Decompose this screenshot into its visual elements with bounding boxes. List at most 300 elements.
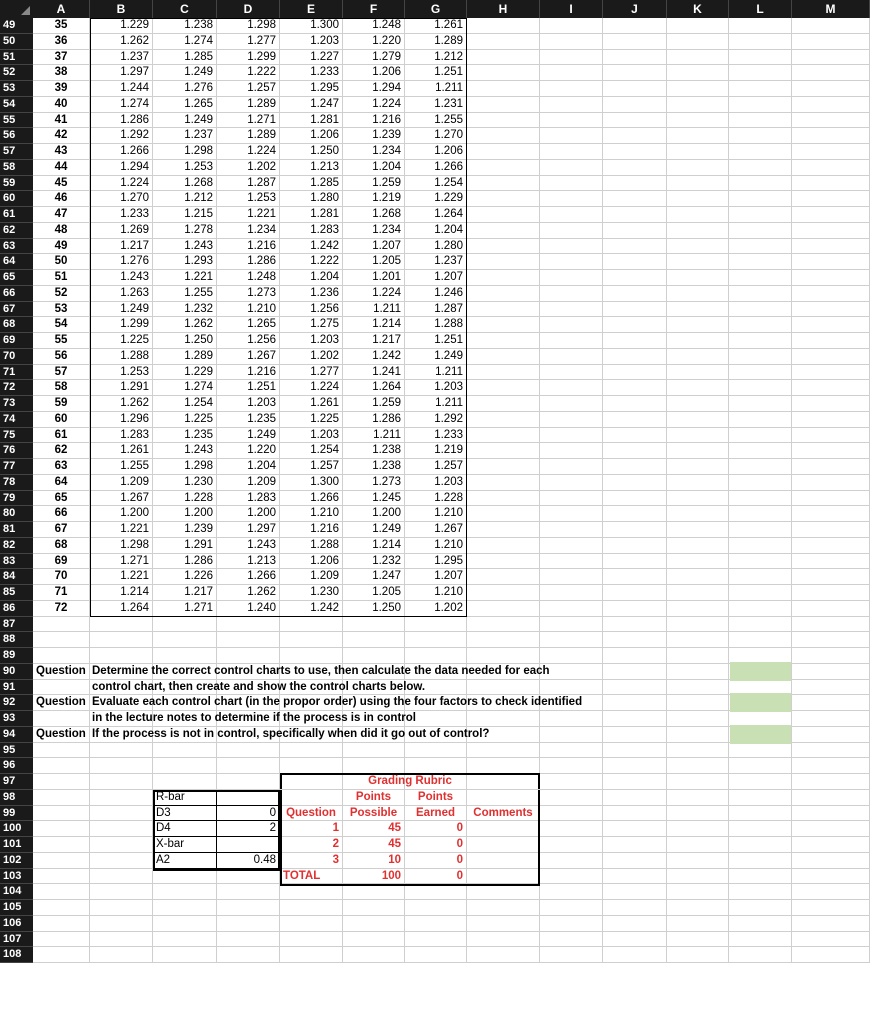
grid-cell[interactable] bbox=[540, 333, 603, 349]
measurement-cell[interactable]: 1.274 bbox=[153, 34, 217, 50]
grid-cell[interactable] bbox=[467, 522, 540, 538]
grid-cell[interactable] bbox=[792, 270, 870, 286]
grid-cell[interactable] bbox=[467, 333, 540, 349]
grid-cell[interactable] bbox=[603, 680, 667, 696]
grid-cell[interactable] bbox=[667, 365, 729, 381]
sample-number-cell[interactable]: 47 bbox=[33, 207, 90, 223]
sample-number-cell[interactable]: 51 bbox=[33, 270, 90, 286]
measurement-cell[interactable]: 1.214 bbox=[343, 317, 405, 333]
row-header-86[interactable]: 86 bbox=[0, 601, 33, 617]
sample-number-cell[interactable]: 72 bbox=[33, 601, 90, 617]
measurement-cell[interactable]: 1.247 bbox=[280, 97, 343, 113]
grid-cell[interactable] bbox=[343, 947, 405, 963]
measurement-cell[interactable]: 1.247 bbox=[343, 569, 405, 585]
grid-cell[interactable] bbox=[667, 176, 729, 192]
grid-cell[interactable] bbox=[729, 239, 792, 255]
measurement-cell[interactable]: 1.292 bbox=[90, 128, 153, 144]
grid-cell[interactable] bbox=[667, 932, 729, 948]
grid-cell[interactable] bbox=[467, 65, 540, 81]
grid-cell[interactable] bbox=[667, 821, 729, 837]
sample-number-cell[interactable]: 46 bbox=[33, 191, 90, 207]
measurement-cell[interactable]: 1.233 bbox=[90, 207, 153, 223]
grid-cell[interactable] bbox=[90, 617, 153, 633]
measurement-cell[interactable]: 1.274 bbox=[90, 97, 153, 113]
measurement-cell[interactable]: 1.211 bbox=[405, 396, 467, 412]
rubric-points-possible[interactable]: 45 bbox=[343, 821, 405, 837]
grid-cell[interactable] bbox=[667, 286, 729, 302]
grid-cell[interactable] bbox=[792, 585, 870, 601]
grid-cell[interactable] bbox=[217, 758, 280, 774]
measurement-cell[interactable]: 1.264 bbox=[343, 380, 405, 396]
measurement-cell[interactable]: 1.212 bbox=[153, 191, 217, 207]
grid-cell[interactable] bbox=[603, 270, 667, 286]
sample-number-cell[interactable]: 54 bbox=[33, 317, 90, 333]
grid-cell[interactable] bbox=[90, 758, 153, 774]
row-header-51[interactable]: 51 bbox=[0, 50, 33, 66]
measurement-cell[interactable]: 1.253 bbox=[153, 160, 217, 176]
grid-cell[interactable] bbox=[280, 916, 343, 932]
grid-cell[interactable] bbox=[467, 396, 540, 412]
sample-number-cell[interactable]: 59 bbox=[33, 396, 90, 412]
measurement-cell[interactable]: 1.237 bbox=[405, 254, 467, 270]
grid-cell[interactable] bbox=[603, 286, 667, 302]
measurement-cell[interactable]: 1.237 bbox=[153, 128, 217, 144]
measurement-cell[interactable]: 1.288 bbox=[405, 317, 467, 333]
grid-cell[interactable] bbox=[729, 81, 792, 97]
grid-cell[interactable] bbox=[405, 648, 467, 664]
grid-cell[interactable] bbox=[603, 727, 667, 743]
grid-cell[interactable] bbox=[603, 932, 667, 948]
column-header-h[interactable]: H bbox=[467, 0, 540, 18]
sample-number-cell[interactable]: 43 bbox=[33, 144, 90, 160]
measurement-cell[interactable]: 1.295 bbox=[405, 554, 467, 570]
row-header-90[interactable]: 90 bbox=[0, 664, 33, 680]
grid-cell[interactable] bbox=[153, 648, 217, 664]
grid-cell[interactable] bbox=[792, 869, 870, 885]
grid-cell[interactable] bbox=[343, 743, 405, 759]
grid-cell[interactable] bbox=[603, 711, 667, 727]
measurement-cell[interactable]: 1.204 bbox=[217, 459, 280, 475]
grid-cell[interactable] bbox=[540, 34, 603, 50]
measurement-cell[interactable]: 1.203 bbox=[280, 34, 343, 50]
grid-cell[interactable] bbox=[33, 884, 90, 900]
measurement-cell[interactable]: 1.264 bbox=[90, 601, 153, 617]
measurement-cell[interactable]: 1.213 bbox=[280, 160, 343, 176]
rubric-header-points[interactable]: Points bbox=[405, 790, 467, 806]
sample-number-cell[interactable]: 50 bbox=[33, 254, 90, 270]
grid-cell[interactable] bbox=[792, 160, 870, 176]
grid-cell[interactable] bbox=[792, 176, 870, 192]
measurement-cell[interactable]: 1.249 bbox=[343, 522, 405, 538]
grid-cell[interactable] bbox=[217, 648, 280, 664]
grid-cell[interactable] bbox=[603, 632, 667, 648]
grid-cell[interactable] bbox=[792, 286, 870, 302]
grid-cell[interactable] bbox=[467, 270, 540, 286]
measurement-cell[interactable]: 1.283 bbox=[217, 491, 280, 507]
grid-cell[interactable] bbox=[603, 538, 667, 554]
measurement-cell[interactable]: 1.203 bbox=[405, 475, 467, 491]
grid-cell[interactable] bbox=[343, 632, 405, 648]
grid-cell[interactable] bbox=[467, 412, 540, 428]
grid-cell[interactable] bbox=[343, 884, 405, 900]
measurement-cell[interactable]: 1.230 bbox=[280, 585, 343, 601]
grid-cell[interactable] bbox=[467, 302, 540, 318]
grid-cell[interactable] bbox=[153, 758, 217, 774]
factor-label[interactable]: R-bar bbox=[153, 790, 217, 806]
grid-cell[interactable] bbox=[667, 65, 729, 81]
grid-cell[interactable] bbox=[90, 916, 153, 932]
grid-cell[interactable] bbox=[667, 916, 729, 932]
grid-cell[interactable] bbox=[667, 81, 729, 97]
measurement-cell[interactable]: 1.246 bbox=[405, 286, 467, 302]
grid-cell[interactable] bbox=[792, 239, 870, 255]
question-text[interactable]: Determine the correct control charts to use, then calculate the data needed for each bbox=[90, 664, 153, 680]
grid-cell[interactable] bbox=[467, 34, 540, 50]
grid-cell[interactable] bbox=[603, 176, 667, 192]
grid-cell[interactable] bbox=[540, 790, 603, 806]
grid-cell[interactable] bbox=[467, 207, 540, 223]
grid-cell[interactable] bbox=[729, 223, 792, 239]
grid-cell[interactable] bbox=[729, 50, 792, 66]
measurement-cell[interactable]: 1.299 bbox=[217, 50, 280, 66]
measurement-cell[interactable]: 1.262 bbox=[217, 585, 280, 601]
row-header-106[interactable]: 106 bbox=[0, 916, 33, 932]
grid-cell[interactable] bbox=[729, 65, 792, 81]
grid-cell[interactable] bbox=[792, 932, 870, 948]
grid-cell[interactable] bbox=[792, 569, 870, 585]
grid-cell[interactable] bbox=[667, 475, 729, 491]
grid-cell[interactable] bbox=[792, 727, 870, 743]
grid-cell[interactable] bbox=[467, 380, 540, 396]
measurement-cell[interactable]: 1.251 bbox=[405, 333, 467, 349]
grid-cell[interactable] bbox=[729, 884, 792, 900]
measurement-cell[interactable]: 1.201 bbox=[343, 270, 405, 286]
grid-cell[interactable] bbox=[540, 412, 603, 428]
row-header-107[interactable]: 107 bbox=[0, 932, 33, 948]
grid-cell[interactable] bbox=[405, 884, 467, 900]
grid-cell[interactable] bbox=[90, 869, 153, 885]
measurement-cell[interactable]: 1.215 bbox=[153, 207, 217, 223]
grid-cell[interactable] bbox=[729, 947, 792, 963]
grid-cell[interactable] bbox=[667, 695, 729, 711]
grid-cell[interactable] bbox=[90, 743, 153, 759]
grid-cell[interactable] bbox=[467, 601, 540, 617]
grid-cell[interactable] bbox=[603, 506, 667, 522]
grid-cell[interactable] bbox=[467, 632, 540, 648]
measurement-cell[interactable]: 1.209 bbox=[90, 475, 153, 491]
rubric-header-question[interactable]: Question bbox=[280, 806, 343, 822]
grid-cell[interactable] bbox=[33, 680, 90, 696]
column-header-i[interactable]: I bbox=[540, 0, 603, 18]
grid-cell[interactable] bbox=[33, 916, 90, 932]
grid-cell[interactable] bbox=[343, 932, 405, 948]
grid-cell[interactable] bbox=[667, 396, 729, 412]
measurement-cell[interactable]: 1.297 bbox=[217, 522, 280, 538]
question-label[interactable]: Question bbox=[33, 664, 90, 680]
grid-cell[interactable] bbox=[667, 443, 729, 459]
rubric-total-label[interactable]: TOTAL bbox=[280, 869, 343, 885]
grid-cell[interactable] bbox=[792, 428, 870, 444]
grid-cell[interactable] bbox=[603, 475, 667, 491]
select-all-corner[interactable] bbox=[0, 0, 33, 18]
measurement-cell[interactable]: 1.266 bbox=[90, 144, 153, 160]
measurement-cell[interactable]: 1.259 bbox=[343, 396, 405, 412]
sample-number-cell[interactable]: 48 bbox=[33, 223, 90, 239]
measurement-cell[interactable]: 1.275 bbox=[280, 317, 343, 333]
row-header-100[interactable]: 100 bbox=[0, 821, 33, 837]
measurement-cell[interactable]: 1.242 bbox=[280, 601, 343, 617]
grid-cell[interactable] bbox=[603, 97, 667, 113]
column-header-f[interactable]: F bbox=[343, 0, 405, 18]
grid-cell[interactable] bbox=[729, 585, 792, 601]
grid-cell[interactable] bbox=[667, 774, 729, 790]
grid-cell[interactable] bbox=[667, 207, 729, 223]
grid-cell[interactable] bbox=[729, 632, 792, 648]
measurement-cell[interactable]: 1.204 bbox=[405, 223, 467, 239]
grid-cell[interactable] bbox=[467, 554, 540, 570]
grid-cell[interactable] bbox=[729, 317, 792, 333]
measurement-cell[interactable]: 1.248 bbox=[343, 18, 405, 34]
grid-cell[interactable] bbox=[33, 711, 90, 727]
grid-cell[interactable] bbox=[792, 349, 870, 365]
measurement-cell[interactable]: 1.295 bbox=[280, 81, 343, 97]
grid-cell[interactable] bbox=[467, 286, 540, 302]
measurement-cell[interactable]: 1.220 bbox=[217, 443, 280, 459]
grid-cell[interactable] bbox=[729, 790, 792, 806]
column-header-j[interactable]: J bbox=[603, 0, 667, 18]
measurement-cell[interactable]: 1.219 bbox=[343, 191, 405, 207]
measurement-cell[interactable]: 1.244 bbox=[90, 81, 153, 97]
grid-cell[interactable] bbox=[540, 617, 603, 633]
measurement-cell[interactable]: 1.206 bbox=[280, 128, 343, 144]
measurement-cell[interactable]: 1.234 bbox=[343, 223, 405, 239]
measurement-cell[interactable]: 1.216 bbox=[217, 365, 280, 381]
row-header-75[interactable]: 75 bbox=[0, 428, 33, 444]
grid-cell[interactable] bbox=[792, 113, 870, 129]
measurement-cell[interactable]: 1.236 bbox=[280, 286, 343, 302]
grid-cell[interactable] bbox=[280, 743, 343, 759]
measurement-cell[interactable]: 1.217 bbox=[153, 585, 217, 601]
grid-cell[interactable] bbox=[667, 601, 729, 617]
measurement-cell[interactable]: 1.217 bbox=[90, 239, 153, 255]
measurement-cell[interactable]: 1.203 bbox=[405, 380, 467, 396]
grid-cell[interactable] bbox=[217, 632, 280, 648]
measurement-cell[interactable]: 1.206 bbox=[280, 554, 343, 570]
sample-number-cell[interactable]: 38 bbox=[33, 65, 90, 81]
measurement-cell[interactable]: 1.250 bbox=[343, 601, 405, 617]
measurement-cell[interactable]: 1.294 bbox=[343, 81, 405, 97]
sample-number-cell[interactable]: 41 bbox=[33, 113, 90, 129]
grid-cell[interactable] bbox=[467, 837, 540, 853]
grid-cell[interactable] bbox=[603, 491, 667, 507]
measurement-cell[interactable]: 1.216 bbox=[343, 113, 405, 129]
grid-cell[interactable] bbox=[90, 806, 153, 822]
grid-cell[interactable] bbox=[467, 648, 540, 664]
grid-cell[interactable] bbox=[729, 380, 792, 396]
measurement-cell[interactable]: 1.300 bbox=[280, 18, 343, 34]
grid-cell[interactable] bbox=[792, 18, 870, 34]
grid-cell[interactable] bbox=[467, 491, 540, 507]
grid-cell[interactable] bbox=[217, 947, 280, 963]
grid-cell[interactable] bbox=[792, 81, 870, 97]
measurement-cell[interactable]: 1.281 bbox=[280, 113, 343, 129]
grid-cell[interactable] bbox=[667, 680, 729, 696]
grid-cell[interactable] bbox=[603, 947, 667, 963]
grid-cell[interactable] bbox=[603, 900, 667, 916]
grid-cell[interactable] bbox=[467, 506, 540, 522]
row-header-108[interactable]: 108 bbox=[0, 947, 33, 963]
measurement-cell[interactable]: 1.233 bbox=[405, 428, 467, 444]
measurement-cell[interactable]: 1.276 bbox=[90, 254, 153, 270]
sample-number-cell[interactable]: 39 bbox=[33, 81, 90, 97]
grid-cell[interactable] bbox=[729, 113, 792, 129]
measurement-cell[interactable]: 1.238 bbox=[343, 459, 405, 475]
measurement-cell[interactable]: 1.251 bbox=[217, 380, 280, 396]
grid-cell[interactable] bbox=[667, 632, 729, 648]
grid-cell[interactable] bbox=[792, 790, 870, 806]
grid-cell[interactable] bbox=[667, 837, 729, 853]
answer-input-cell[interactable] bbox=[730, 662, 791, 681]
measurement-cell[interactable]: 1.250 bbox=[153, 333, 217, 349]
measurement-cell[interactable]: 1.257 bbox=[280, 459, 343, 475]
measurement-cell[interactable]: 1.225 bbox=[280, 412, 343, 428]
grid-cell[interactable] bbox=[467, 869, 540, 885]
grid-cell[interactable] bbox=[467, 743, 540, 759]
grid-cell[interactable] bbox=[603, 884, 667, 900]
grid-cell[interactable] bbox=[792, 491, 870, 507]
grid-cell[interactable] bbox=[33, 632, 90, 648]
measurement-cell[interactable]: 1.202 bbox=[405, 601, 467, 617]
grid-cell[interactable] bbox=[467, 176, 540, 192]
grid-cell[interactable] bbox=[90, 821, 153, 837]
measurement-cell[interactable]: 1.271 bbox=[217, 113, 280, 129]
grid-cell[interactable] bbox=[667, 380, 729, 396]
measurement-cell[interactable]: 1.200 bbox=[343, 506, 405, 522]
grid-cell[interactable] bbox=[792, 34, 870, 50]
grid-cell[interactable] bbox=[729, 270, 792, 286]
grid-cell[interactable] bbox=[729, 821, 792, 837]
question-text[interactable]: Evaluate each control chart (in the propor order) using the four factors to check identified bbox=[90, 695, 153, 711]
measurement-cell[interactable]: 1.264 bbox=[405, 207, 467, 223]
grid-cell[interactable] bbox=[729, 538, 792, 554]
grid-cell[interactable] bbox=[33, 869, 90, 885]
measurement-cell[interactable]: 1.271 bbox=[90, 554, 153, 570]
grid-cell[interactable] bbox=[603, 191, 667, 207]
measurement-cell[interactable]: 1.298 bbox=[217, 18, 280, 34]
measurement-cell[interactable]: 1.256 bbox=[280, 302, 343, 318]
row-header-58[interactable]: 58 bbox=[0, 160, 33, 176]
measurement-cell[interactable]: 1.232 bbox=[153, 302, 217, 318]
grid-cell[interactable] bbox=[217, 932, 280, 948]
row-header-55[interactable]: 55 bbox=[0, 113, 33, 129]
measurement-cell[interactable]: 1.224 bbox=[280, 380, 343, 396]
grid-cell[interactable] bbox=[792, 506, 870, 522]
row-header-60[interactable]: 60 bbox=[0, 191, 33, 207]
measurement-cell[interactable]: 1.243 bbox=[153, 443, 217, 459]
row-header-62[interactable]: 62 bbox=[0, 223, 33, 239]
measurement-cell[interactable]: 1.268 bbox=[153, 176, 217, 192]
grid-cell[interactable] bbox=[540, 349, 603, 365]
grid-cell[interactable] bbox=[792, 522, 870, 538]
grid-cell[interactable] bbox=[603, 65, 667, 81]
grid-cell[interactable] bbox=[667, 853, 729, 869]
row-header-68[interactable]: 68 bbox=[0, 317, 33, 333]
measurement-cell[interactable]: 1.297 bbox=[90, 65, 153, 81]
measurement-cell[interactable]: 1.211 bbox=[405, 81, 467, 97]
measurement-cell[interactable]: 1.203 bbox=[280, 333, 343, 349]
sample-number-cell[interactable]: 65 bbox=[33, 491, 90, 507]
measurement-cell[interactable]: 1.261 bbox=[280, 396, 343, 412]
grid-cell[interactable] bbox=[540, 176, 603, 192]
grid-cell[interactable] bbox=[33, 774, 90, 790]
measurement-cell[interactable]: 1.210 bbox=[217, 302, 280, 318]
rubric-points-possible[interactable]: 45 bbox=[343, 837, 405, 853]
column-header-g[interactable]: G bbox=[405, 0, 467, 18]
grid-cell[interactable] bbox=[540, 18, 603, 34]
grid-cell[interactable] bbox=[667, 144, 729, 160]
grid-cell[interactable] bbox=[90, 648, 153, 664]
grid-cell[interactable] bbox=[467, 428, 540, 444]
grid-cell[interactable] bbox=[792, 223, 870, 239]
grid-cell[interactable] bbox=[280, 884, 343, 900]
grid-cell[interactable] bbox=[667, 648, 729, 664]
sample-number-cell[interactable]: 35 bbox=[33, 18, 90, 34]
row-header-67[interactable]: 67 bbox=[0, 302, 33, 318]
grid-cell[interactable] bbox=[33, 932, 90, 948]
measurement-cell[interactable]: 1.228 bbox=[153, 491, 217, 507]
grid-cell[interactable] bbox=[729, 932, 792, 948]
measurement-cell[interactable]: 1.263 bbox=[90, 286, 153, 302]
measurement-cell[interactable]: 1.262 bbox=[90, 34, 153, 50]
grid-cell[interactable] bbox=[792, 664, 870, 680]
measurement-cell[interactable]: 1.262 bbox=[90, 396, 153, 412]
measurement-cell[interactable]: 1.205 bbox=[343, 585, 405, 601]
grid-cell[interactable] bbox=[729, 459, 792, 475]
grid-cell[interactable] bbox=[217, 774, 280, 790]
row-header-77[interactable]: 77 bbox=[0, 459, 33, 475]
grid-cell[interactable] bbox=[540, 554, 603, 570]
row-header-78[interactable]: 78 bbox=[0, 475, 33, 491]
measurement-cell[interactable]: 1.300 bbox=[280, 475, 343, 491]
grid-cell[interactable] bbox=[540, 302, 603, 318]
measurement-cell[interactable]: 1.210 bbox=[405, 506, 467, 522]
grid-cell[interactable] bbox=[467, 538, 540, 554]
grid-cell[interactable] bbox=[603, 239, 667, 255]
measurement-cell[interactable]: 1.286 bbox=[343, 412, 405, 428]
grid-cell[interactable] bbox=[792, 333, 870, 349]
grid-cell[interactable] bbox=[667, 947, 729, 963]
measurement-cell[interactable]: 1.254 bbox=[280, 443, 343, 459]
measurement-cell[interactable]: 1.222 bbox=[217, 65, 280, 81]
measurement-cell[interactable]: 1.283 bbox=[90, 428, 153, 444]
grid-cell[interactable] bbox=[729, 837, 792, 853]
row-header-52[interactable]: 52 bbox=[0, 65, 33, 81]
measurement-cell[interactable]: 1.299 bbox=[90, 317, 153, 333]
measurement-cell[interactable]: 1.285 bbox=[280, 176, 343, 192]
grid-cell[interactable] bbox=[667, 333, 729, 349]
measurement-cell[interactable]: 1.287 bbox=[405, 302, 467, 318]
grid-cell[interactable] bbox=[467, 18, 540, 34]
measurement-cell[interactable]: 1.255 bbox=[153, 286, 217, 302]
measurement-cell[interactable]: 1.200 bbox=[90, 506, 153, 522]
measurement-cell[interactable]: 1.221 bbox=[153, 270, 217, 286]
measurement-cell[interactable]: 1.277 bbox=[280, 365, 343, 381]
factor-value[interactable]: 0.48 bbox=[217, 853, 280, 869]
grid-cell[interactable] bbox=[729, 758, 792, 774]
grid-cell[interactable] bbox=[667, 711, 729, 727]
grid-cell[interactable] bbox=[603, 790, 667, 806]
grid-cell[interactable] bbox=[729, 475, 792, 491]
